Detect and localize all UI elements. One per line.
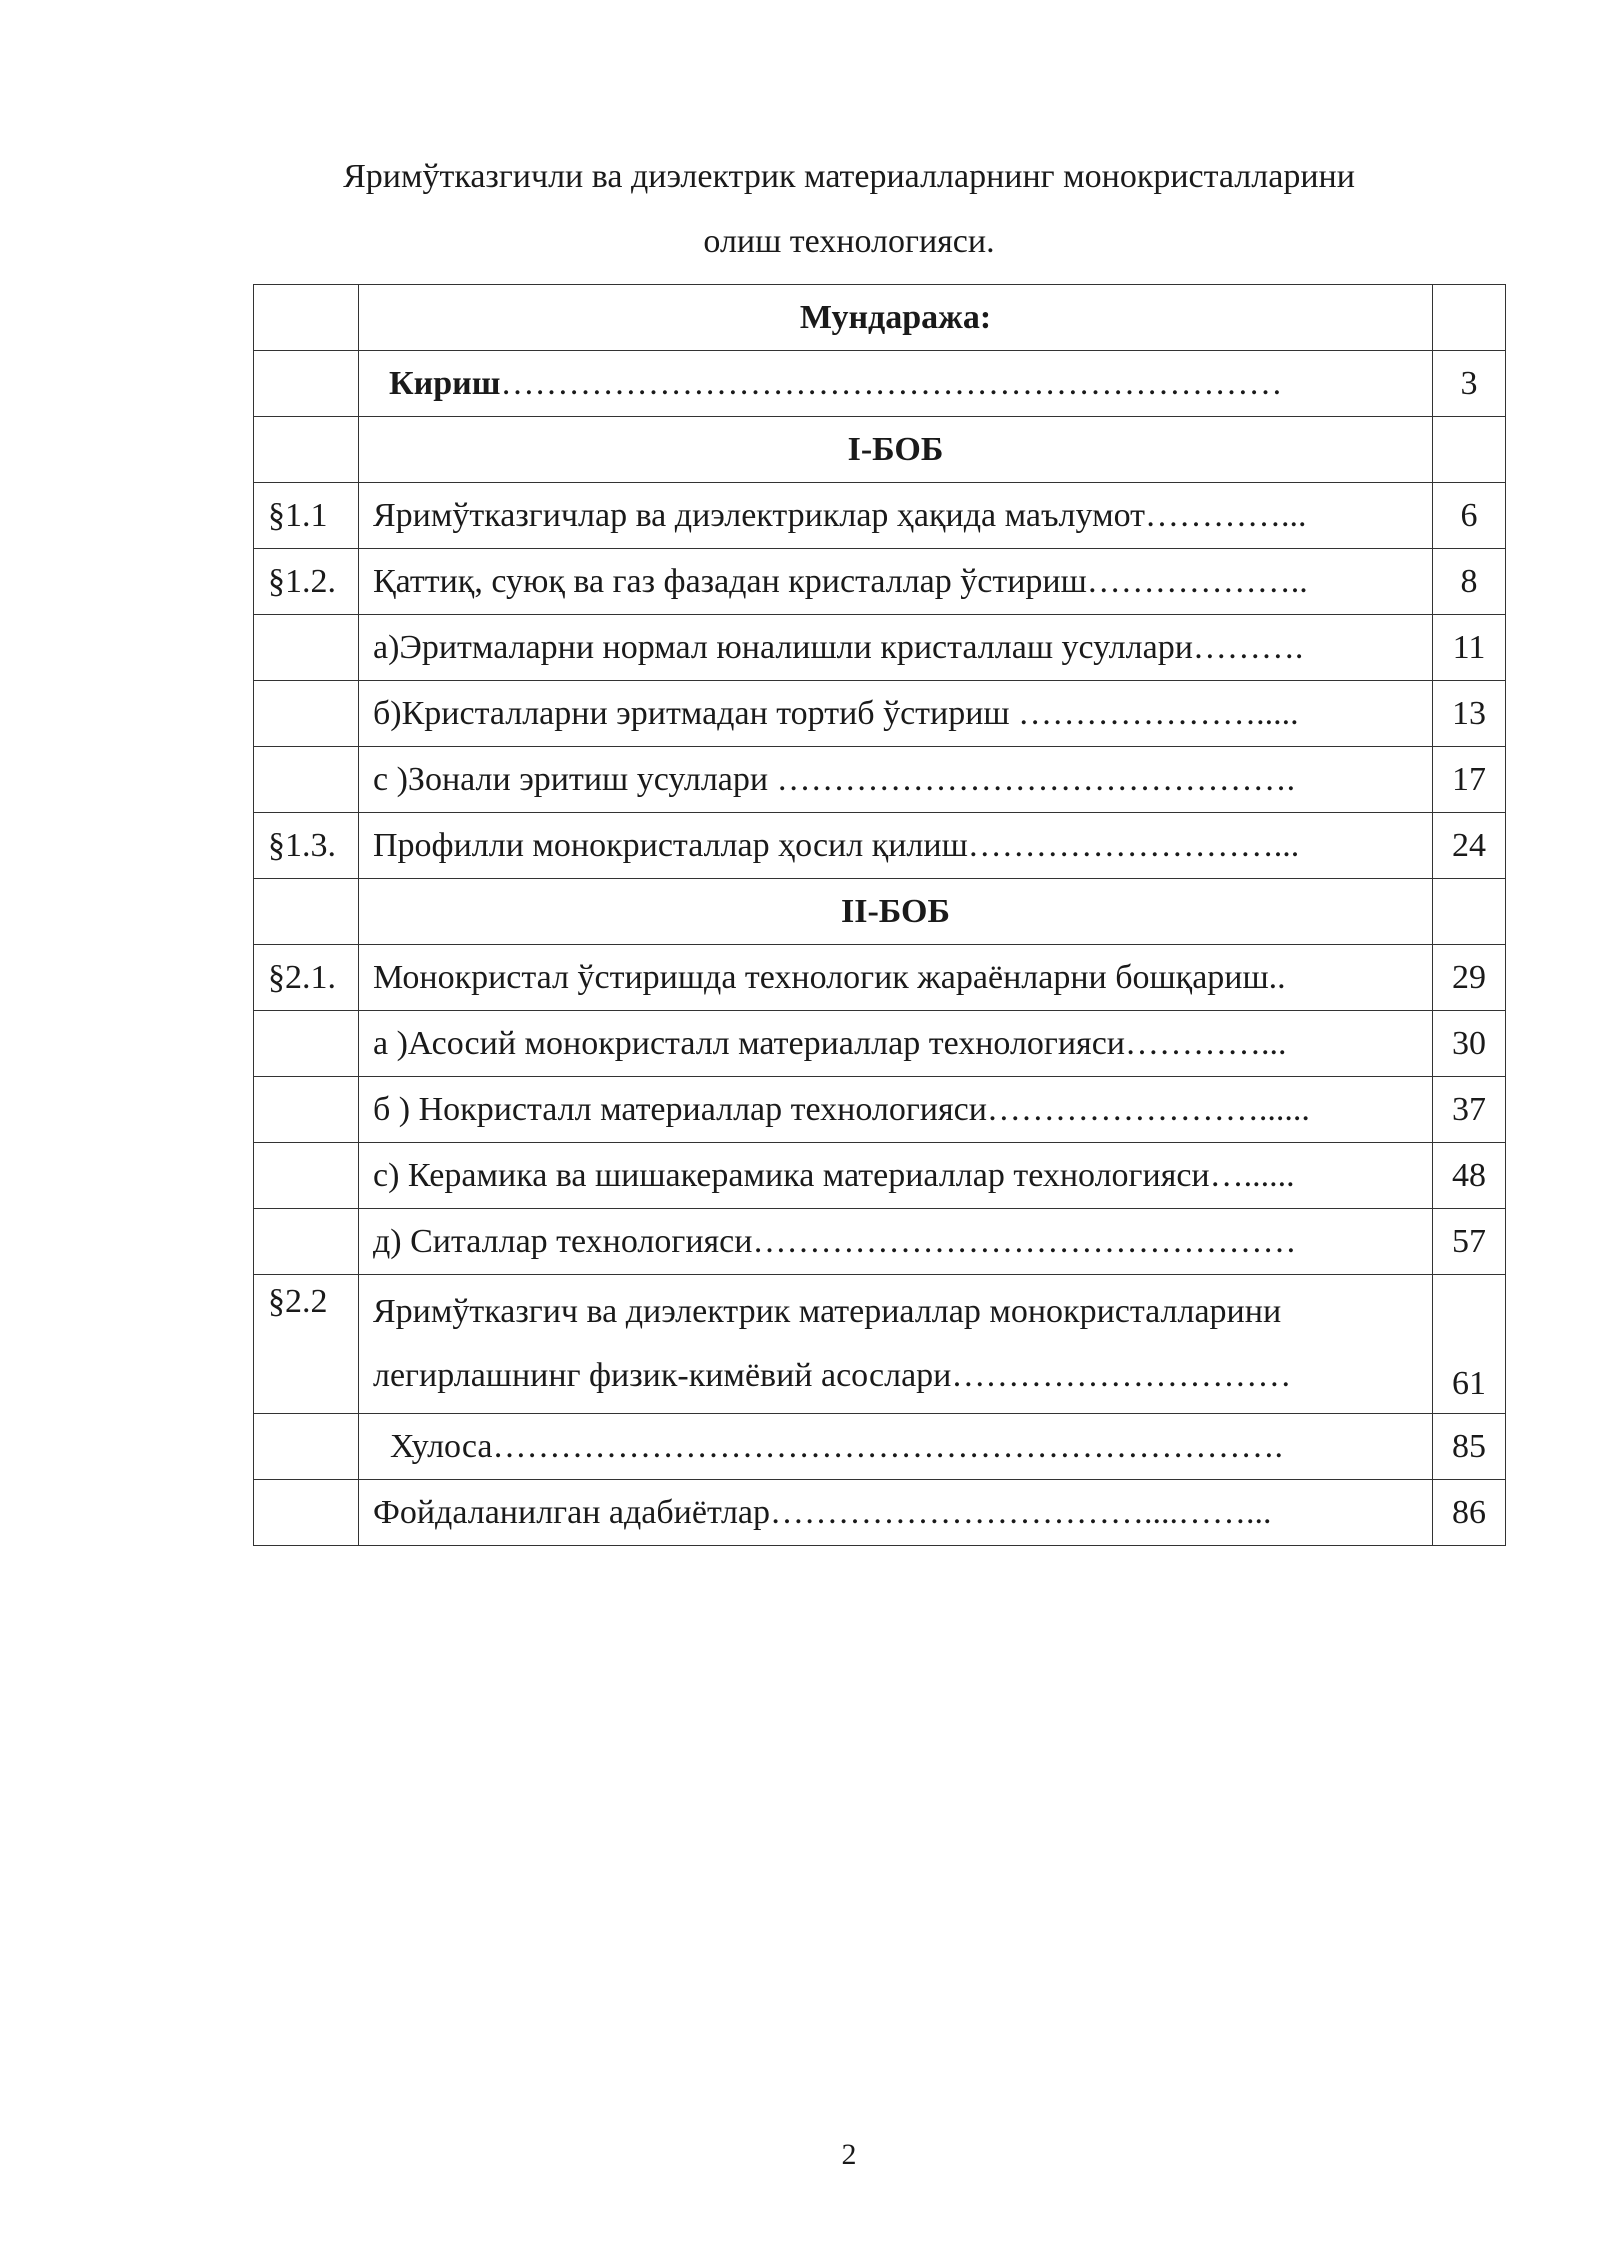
toc-entry: д) Ситаллар технологияси………………………………………… (359, 1209, 1433, 1275)
toc-page: 17 (1433, 747, 1506, 813)
toc-cell-empty (254, 417, 359, 483)
toc-page: 37 (1433, 1077, 1506, 1143)
toc-entry: Хулоса……………………………………………………………. (359, 1414, 1433, 1480)
toc-section (254, 747, 359, 813)
toc-heading: Мундаража: (359, 285, 1433, 351)
toc-section (254, 1414, 359, 1480)
toc-section (254, 1011, 359, 1077)
toc-section (254, 1077, 359, 1143)
toc-entry: Қаттиқ, суюқ ва газ фазадан кристаллар ўстириш……………….. (359, 549, 1433, 615)
toc-row (254, 681, 1506, 747)
toc-intro-entry (359, 351, 1433, 417)
toc-row (254, 615, 1506, 681)
toc-page: 57 (1433, 1209, 1506, 1275)
toc-entry: Фойдаланилган адабиётлар……………………………....……... (359, 1480, 1433, 1546)
toc-section: §1.2. (254, 549, 359, 615)
toc-chapter-1: I-БОБ (359, 417, 1433, 483)
toc-page: 61 (1433, 1275, 1506, 1414)
page-number: 2 (841, 2138, 857, 2171)
toc-heading-row (254, 285, 1506, 351)
toc-row (254, 483, 1506, 549)
document-title-line-2: олиш технологияси. (703, 223, 995, 260)
toc-row (254, 1275, 1506, 1414)
toc-cell-empty (1433, 879, 1506, 945)
toc-intro-row (254, 351, 1506, 417)
toc-section: §2.1. (254, 945, 359, 1011)
toc-intro-label: Кириш (389, 364, 501, 402)
toc-section (254, 681, 359, 747)
toc-row (254, 1414, 1506, 1480)
toc-row (254, 549, 1506, 615)
toc-page: 11 (1433, 615, 1506, 681)
toc-intro-dots: …………………………………………………………… (500, 364, 1283, 402)
toc-row (254, 1209, 1506, 1275)
toc-page: 29 (1433, 945, 1506, 1011)
toc-row (254, 747, 1506, 813)
toc-page: 30 (1433, 1011, 1506, 1077)
toc-section (254, 1480, 359, 1546)
toc-entry: б)Кристалларни эритмадан тортиб ўстириш …………………..... (359, 681, 1433, 747)
toc-entry: Яримўтказгич ва диэлектрик материаллар монокристалларини легирлашнинг физик-кимёвий асослари………………………… (359, 1275, 1433, 1414)
toc-entry: б ) Нокристалл материаллар технологияси……………………...... (359, 1077, 1433, 1143)
toc-entry: Яримўтказгичлар ва диэлектриклар ҳақида маълумот…………... (359, 483, 1433, 549)
toc-page: 13 (1433, 681, 1506, 747)
toc-section (254, 1209, 359, 1275)
toc-entry: с) Керамика ва шишакерамика материаллар технологияси…...... (359, 1143, 1433, 1209)
toc-page: 85 (1433, 1414, 1506, 1480)
toc-entry: а)Эритмаларни нормал юналишли кристаллаш усуллари………. (359, 615, 1433, 681)
toc-page: 6 (1433, 483, 1506, 549)
toc-page: 8 (1433, 549, 1506, 615)
toc-row (254, 945, 1506, 1011)
toc-section (254, 615, 359, 681)
toc-row (254, 1077, 1506, 1143)
toc-entry: Профилли монокристаллар ҳосил қилиш………………………... (359, 813, 1433, 879)
toc-chapter-row (254, 879, 1506, 945)
toc-section: §2.2 (254, 1275, 359, 1414)
toc-cell-empty (1433, 417, 1506, 483)
toc-chapter-row (254, 417, 1506, 483)
toc-section: §1.3. (254, 813, 359, 879)
toc-row (254, 813, 1506, 879)
toc-row (254, 1143, 1506, 1209)
toc-cell-empty (254, 879, 359, 945)
toc-section (254, 1143, 359, 1209)
toc-section: §1.1 (254, 483, 359, 549)
toc-cell-empty (254, 351, 359, 417)
toc-cell-empty (1433, 285, 1506, 351)
toc-row (254, 1480, 1506, 1546)
toc-entry: с )Зонали эритиш усуллари ………………………………………. (359, 747, 1433, 813)
document-title-line-1: Яримўтказгичли ва диэлектрик материалларнинг монокристалларини (343, 158, 1355, 195)
toc-page: 24 (1433, 813, 1506, 879)
toc-page: 86 (1433, 1480, 1506, 1546)
toc-cell-empty (254, 285, 359, 351)
toc-entry: Монокристал ўстиришда технологик жараёнларни бошқариш.. (359, 945, 1433, 1011)
toc-chapter-2: II-БОБ (359, 879, 1433, 945)
toc-entry: а )Асосий монокристалл материаллар технологияси…………... (359, 1011, 1433, 1077)
toc-page: 3 (1433, 351, 1506, 417)
table-of-contents (253, 284, 1506, 1546)
toc-page: 48 (1433, 1143, 1506, 1209)
toc-row (254, 1011, 1506, 1077)
